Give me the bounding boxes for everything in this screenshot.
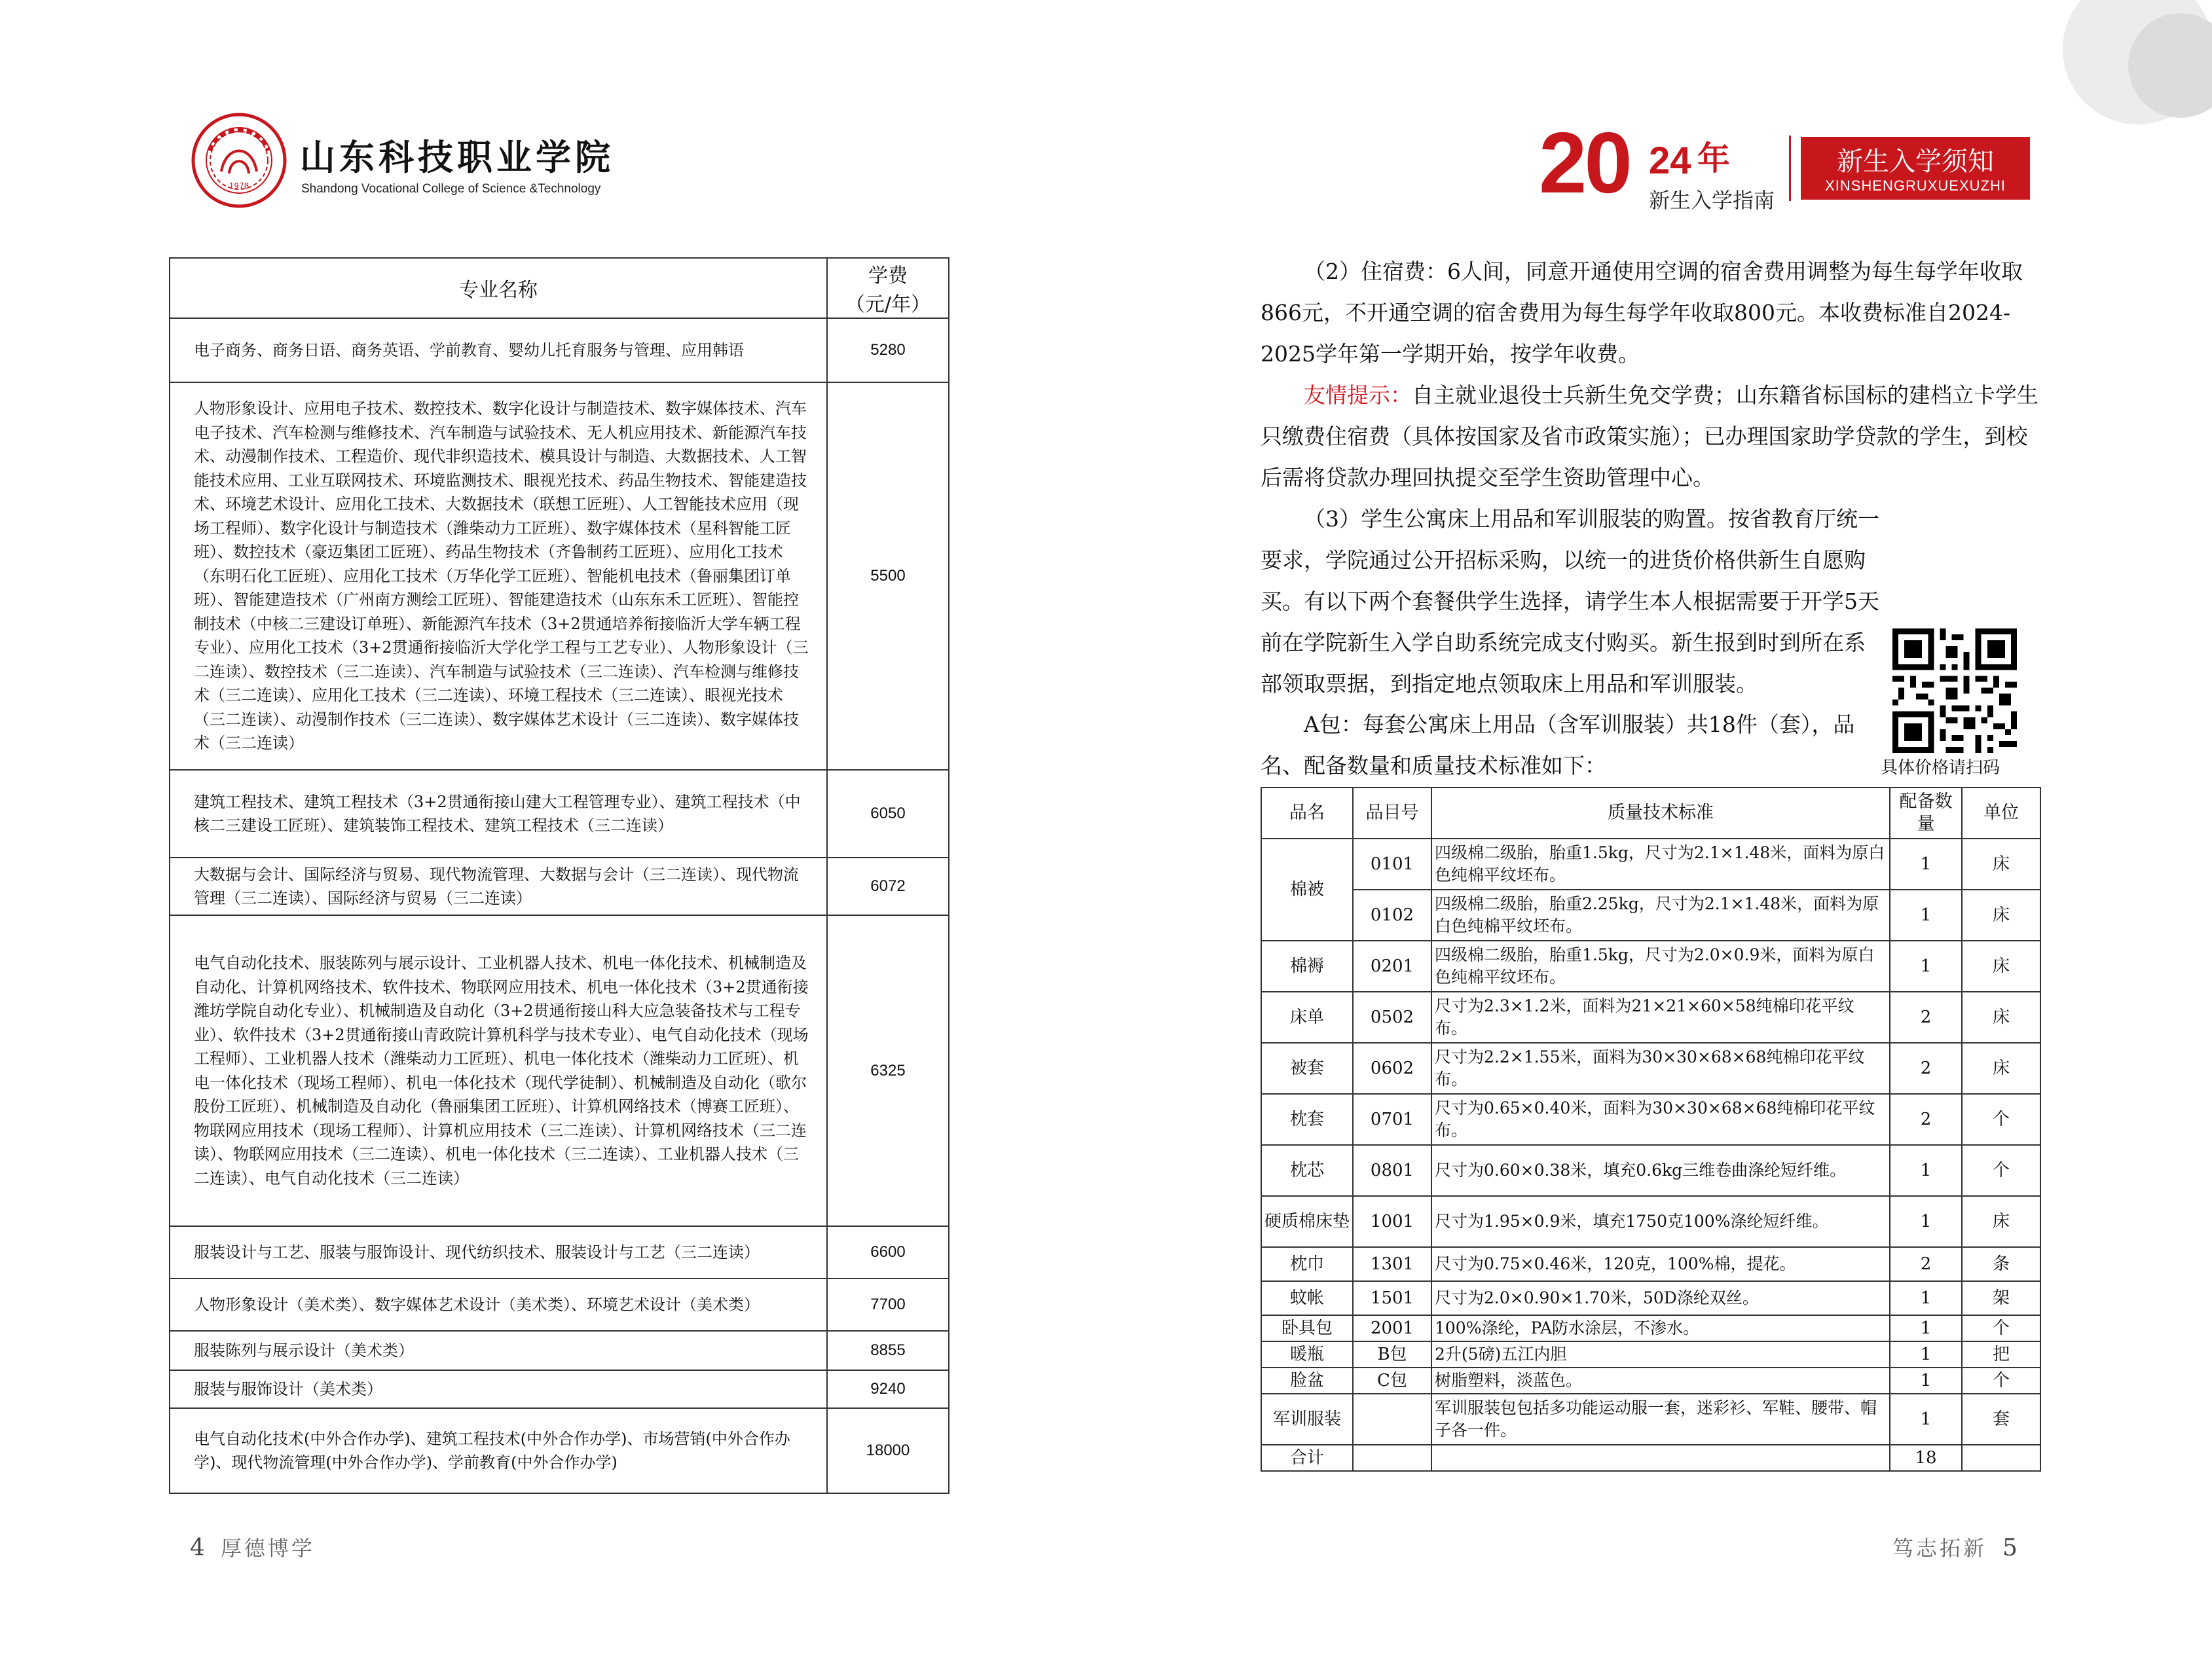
major-names: 电气自动化技术、服装陈列与展示设计、工业机器人技术、机电一体化技术、机械制造及自动化、计算机网络技术、软件技术、物联网应用技术、机电一体化技术（3+2贯通衔接潍坊学院自动化专业）、机械制造及自动化（3+2贯通衔接山科大应急装备技术与工程专业）、软件技术（3+2贯通衔接山青政院计算机科学与技术专业）、电气自动化技术（现场工程师）、工业机器人技术（潍柴动力工匠班）、机电一体化技术（潍柴动力工匠班）、机电一体化技术（现场工程师）、机电一体化技术（现代学徒制）、机械制造及自动化（歌尔股份工匠班）、机械制造及自动化（鲁丽集团工匠班）、计算机网络技术（博赛工匠班）、物联网应用技术（现场工程师）、计算机应用技术（三二连读）、计算机网络技术（三二连读）、物联网应用技术（三二连读）、机电一体化技术（三二连读）、工业机器人技术（三二连读）、电气自动化技术（三二连读）: [170, 915, 827, 1226]
item-unit: 床: [1962, 1196, 2040, 1247]
item-code: [1353, 1394, 1431, 1445]
tuition-fee-table: [169, 257, 949, 1494]
item-unit: 个: [1962, 1315, 2040, 1341]
item-standard: 尺寸为0.75×0.46米，120克，100%棉，提花。: [1431, 1247, 1890, 1281]
item-code: C包: [1353, 1368, 1431, 1394]
table-row: [1261, 839, 2040, 890]
table-row: [1261, 1368, 2040, 1394]
major-names: 服装陈列与展示设计（美术类）: [170, 1331, 827, 1370]
total-label: 合计: [1261, 1445, 1353, 1471]
item-qty: 1: [1890, 1145, 1962, 1196]
year-suffix: 年: [1697, 139, 1730, 177]
item-code: 2001: [1353, 1315, 1431, 1341]
item-qty: 1: [1890, 1315, 1962, 1341]
item-standard: 四级棉二级胎，胎重2.25kg，尺寸为2.1×1.48米，面料为原白色纯棉平纹坯布。: [1431, 890, 1890, 941]
major-names: 建筑工程技术、建筑工程技术（3+2贯通衔接山建大工程管理专业）、建筑工程技术（中核二三建设工匠班）、建筑装饰工程技术、建筑工程技术（三二连读）: [170, 770, 827, 858]
item-unit: 个: [1962, 1145, 2040, 1196]
table-row: [170, 770, 949, 858]
item-code: 0201: [1353, 941, 1431, 992]
col-header-fee-label: 学费: [868, 264, 908, 287]
item-standard: 尺寸为2.0×0.90×1.70米，50D涤纶双丝。: [1431, 1281, 1890, 1315]
item-standard: 四级棉二级胎，胎重1.5kg，尺寸为2.0×0.9米，面料为原白色纯棉平纹坯布。: [1431, 941, 1890, 992]
item-unit: 床: [1962, 839, 2040, 890]
item-qty: 1: [1890, 1196, 1962, 1247]
table-row: [170, 1408, 949, 1493]
major-names: 大数据与会计、国际经济与贸易、现代物流管理、大数据与会计（三二连读）、现代物流管理（三二连读）、国际经济与贸易（三二连读）: [170, 858, 827, 915]
table-row: [1261, 1094, 2040, 1145]
table-row: [170, 382, 949, 770]
fee-value: 8855: [827, 1331, 949, 1370]
total-qty: 18: [1890, 1445, 1962, 1471]
svg-text:1978: 1978: [229, 181, 249, 191]
footer-motto: 笃志拓新: [1892, 1536, 1987, 1561]
item-standard: 尺寸为1.95×0.9米，填充1750克100%涤纶短纤维。: [1431, 1196, 1890, 1247]
table-row: [1261, 1043, 2040, 1094]
item-standard: 尺寸为2.2×1.55米，面料为30×30×68×68纯棉印花平纹布。: [1431, 1043, 1890, 1094]
table-row: [170, 1331, 949, 1370]
col-header-standard: 质量技术标准: [1431, 788, 1890, 839]
item-code: 1501: [1353, 1281, 1431, 1315]
table-row: [170, 1226, 949, 1279]
section-badge-pinyin: XINSHENGRUXUEXUZHI: [1825, 177, 2006, 194]
item-name: 硬质棉床垫: [1261, 1196, 1353, 1247]
college-name-cn: 山东科技职业学院: [300, 136, 614, 178]
item-name: 棉褥: [1261, 941, 1353, 992]
fee-value: 18000: [827, 1408, 949, 1493]
col-header-item: 品名: [1261, 788, 1353, 839]
col-header-qty: 配备数量: [1890, 788, 1962, 839]
item-standard: 100%涤纶，PA防水涂层，不渗水。: [1431, 1315, 1890, 1341]
item-code: 1001: [1353, 1196, 1431, 1247]
item-name: 暖瓶: [1261, 1341, 1353, 1368]
table-row: [170, 1370, 949, 1408]
item-unit: 条: [1962, 1247, 2040, 1281]
col-header-unit: 单位: [1962, 788, 2040, 839]
fee-value: 5280: [827, 318, 949, 382]
item-name: 棉被: [1261, 839, 1353, 941]
item-code: 0101: [1353, 839, 1431, 890]
item-qty: 1: [1890, 1368, 1962, 1394]
fee-value: 6600: [827, 1226, 949, 1279]
footer-motto: 厚德博学: [220, 1536, 315, 1561]
item-name: 枕套: [1261, 1094, 1353, 1145]
college-name-en: Shandong Vocational College of Science &Technology: [301, 182, 601, 196]
year-small: 24: [1649, 139, 1691, 182]
empty-cell: [1962, 1445, 2040, 1471]
table-row: [1261, 1394, 2040, 1445]
col-header-major: 专业名称: [170, 258, 827, 318]
item-unit: 个: [1962, 1368, 2040, 1394]
header-divider: [1789, 136, 1791, 201]
item-qty: 1: [1890, 1394, 1962, 1445]
table-row-total: [1261, 1445, 2040, 1471]
fee-value: 5500: [827, 382, 949, 770]
section-badge-title: 新生入学须知: [1837, 147, 1994, 177]
item-code: 0502: [1353, 992, 1431, 1043]
item-code: 0701: [1353, 1094, 1431, 1145]
item-name: 床单: [1261, 992, 1353, 1043]
item-unit: 床: [1962, 992, 2040, 1043]
package-a-paragraph: A包：每套公寓床上用品（含军训服装）共18件（套），品名、配备数量和质量技术标准如下：: [1261, 712, 1855, 778]
item-name: 蚊帐: [1261, 1281, 1353, 1315]
item-standard: 尺寸为2.3×1.2米，面料为21×21×60×58纯棉印花平纹布。: [1431, 992, 1890, 1043]
col-header-code: 品目号: [1353, 788, 1431, 839]
table-row: [170, 1279, 949, 1331]
item-name: 军训服装: [1261, 1394, 1353, 1445]
item-code: 0602: [1353, 1043, 1431, 1094]
table-row: [1261, 1196, 2040, 1247]
table-row: [170, 915, 949, 1226]
item-unit: 架: [1962, 1281, 2040, 1315]
item-unit: 床: [1962, 890, 2040, 941]
col-header-fee-unit: （元/年）: [845, 293, 931, 316]
major-names: 电气自动化技术(中外合作办学)、建筑工程技术(中外合作办学)、市场营销(中外合作办学)、现代物流管理(中外合作办学)、学前教育(中外合作办学): [170, 1408, 827, 1493]
college-seal-icon: [190, 111, 288, 209]
item-unit: 套: [1962, 1394, 2040, 1445]
empty-cell: [1431, 1445, 1890, 1471]
bedding-purchase-text: （3）学生公寓床上用品和军训服装的购置。按省教育厅统一要求，学院通过公开招标采购，以统一的进货价格供新生自愿购买。有以下两个套餐供学生选择，请学生本人根据需要于开学5天前在学院新生入学自助系统完成支付购买。新生报到时到所在系部领取票据，到指定地点领取床上用品和军训服装。: [1261, 506, 1879, 697]
item-name: 脸盆: [1261, 1368, 1353, 1394]
page-number: 4: [190, 1534, 205, 1561]
major-names: 服装与服饰设计（美术类）: [170, 1370, 827, 1408]
dorm-fee-paragraph: （2）住宿费：6人间，同意开通使用空调的宿舍费用调整为每生每学年收取866元，不开通空调的宿舍费用为每生每学年收取800元。本收费标准自2024-2025学年第一学期开始，按学年收费。: [1261, 259, 2023, 367]
item-standard: 树脂塑料，淡蓝色。: [1431, 1368, 1890, 1394]
item-unit: 床: [1962, 941, 2040, 992]
item-code: 0102: [1353, 890, 1431, 941]
major-names: 人物形象设计（美术类）、数字媒体艺术设计（美术类）、环境艺术设计（美术类）: [170, 1279, 827, 1331]
item-unit: 把: [1962, 1341, 2040, 1368]
friendly-tip-paragraph: [1261, 374, 2040, 498]
item-standard: 2升(5磅)五江内胆: [1431, 1341, 1890, 1368]
friendly-tip-body: 自主就业退役士兵新生免交学费；山东籍省标国标的建档立卡学生只缴费住宿费（具体按国家及省市政策实施）；已办理国家助学贷款的学生，到校后需将贷款办理回执提交至学生资助管理中心。: [1261, 382, 2038, 490]
fee-value: 6050: [827, 770, 949, 858]
item-unit: 个: [1962, 1094, 2040, 1145]
major-names: 人物形象设计、应用电子技术、数控技术、数字化设计与制造技术、数字媒体技术、汽车电子技术、汽车检测与维修技术、汽车制造与试验技术、无人机应用技术、新能源汽车技术、动漫制作技术、工程造价、现代非织造技术、模具设计与制造、大数据技术、人工智能技术应用、工业互联网技术、环境监测技术、眼视光技术、药品生物技术、智能建造技术、环境艺术设计、应用化工技术、大数据技术（联想工匠班）、人工智能技术应用（现场工程师）、数字化设计与制造技术（潍柴动力工匠班）、数字媒体技术（星科智能工匠班）、数控技术（豪迈集团工匠班）、药品生物技术（齐鲁制药工匠班）、应用化工技术（东明石化工匠班）、应用化工技术（万华化学工匠班）、智能机电技术（鲁丽集团订单班）、智能建造技术（广州南方测绘工匠班）、智能建造技术（山东东禾工匠班）、智能控制技术（中核二三建设订单班）、新能源汽车技术（3+2贯通培养衔接临沂大学车辆工程专业）、应用化工技术（3+2贯通衔接临沂大学化学工程与工艺专业）、人物形象设计（三二连读）、数控技术（三二连读）、汽车制造与试验技术（三二连读）、汽车检测与维修技术（三二连读）、应用化工技术（三二连读）、环境工程技术（三二连读）、眼视光技术（三二连读）、动漫制作技术（三二连读）、数字媒体艺术设计（三二连读）、数字媒体技术（三二连读）: [170, 382, 827, 770]
fee-value: 9240: [827, 1370, 949, 1408]
qr-code-icon[interactable]: [1892, 628, 2017, 753]
item-code: B包: [1353, 1341, 1431, 1368]
item-qty: 2: [1890, 992, 1962, 1043]
table-row: [1261, 1281, 2040, 1315]
item-name: 枕芯: [1261, 1145, 1353, 1196]
section-badge: [1801, 137, 2030, 200]
table-row: [1261, 1247, 2040, 1281]
qr-caption: 具体价格请扫码: [1881, 758, 2000, 778]
major-names: 电子商务、商务日语、商务英语、学前教育、婴幼儿托育服务与管理、应用韩语: [170, 318, 827, 382]
table-row: [1261, 941, 2040, 992]
table-row: [1261, 1315, 2040, 1341]
item-qty: 1: [1890, 1341, 1962, 1368]
page-number: 5: [2002, 1534, 2018, 1561]
item-name: 枕巾: [1261, 1247, 1353, 1281]
year-large: 20: [1539, 115, 1630, 211]
major-names: 服装设计与工艺、服装与服饰设计、现代纺织技术、服装设计与工艺（三二连读）: [170, 1226, 827, 1279]
table-row: [170, 858, 949, 915]
item-standard: 尺寸为0.65×0.40米，面料为30×30×68×68纯棉印花平纹布。: [1431, 1094, 1890, 1145]
page-footer-left: [190, 1532, 315, 1562]
guide-header: [1539, 115, 2037, 213]
friendly-tip-label: 友情提示：: [1304, 382, 1412, 408]
item-standard: 军训服装包包括多功能运动服一套，迷彩衫、军鞋、腰带、帽子各一件。: [1431, 1394, 1890, 1445]
bedding-standard-table: [1261, 787, 2041, 1472]
item-qty: 2: [1890, 1094, 1962, 1145]
table-row: [1261, 992, 2040, 1043]
item-qty: 2: [1890, 1043, 1962, 1094]
table-row: [170, 318, 949, 382]
item-standard: 尺寸为0.60×0.38米，填充0.6kg三维卷曲涤纶短纤维。: [1431, 1145, 1890, 1196]
empty-cell: [1353, 1445, 1431, 1471]
page-footer-right: [1892, 1532, 2018, 1562]
fee-value: 6325: [827, 915, 949, 1226]
item-qty: 1: [1890, 941, 1962, 992]
item-qty: 1: [1890, 839, 1962, 890]
table-row: [1261, 1145, 2040, 1196]
fee-value: 7700: [827, 1279, 949, 1331]
table-row: [1261, 890, 2040, 941]
item-qty: 1: [1890, 890, 1962, 941]
item-standard: 四级棉二级胎，胎重1.5kg，尺寸为2.1×1.48米，面料为原白色纯棉平纹坯布。: [1431, 839, 1890, 890]
item-code: 0801: [1353, 1145, 1431, 1196]
item-name: 卧具包: [1261, 1315, 1353, 1341]
item-unit: 床: [1962, 1043, 2040, 1094]
college-logo: [190, 111, 616, 209]
item-name: 被套: [1261, 1043, 1353, 1094]
fee-value: 6072: [827, 858, 949, 915]
item-code: 1301: [1353, 1247, 1431, 1281]
item-qty: 1: [1890, 1281, 1962, 1315]
table-row: [1261, 1341, 2040, 1368]
col-header-fee: [827, 258, 949, 318]
item-qty: 2: [1890, 1247, 1962, 1281]
guide-subtitle: 新生入学指南: [1649, 188, 1775, 213]
